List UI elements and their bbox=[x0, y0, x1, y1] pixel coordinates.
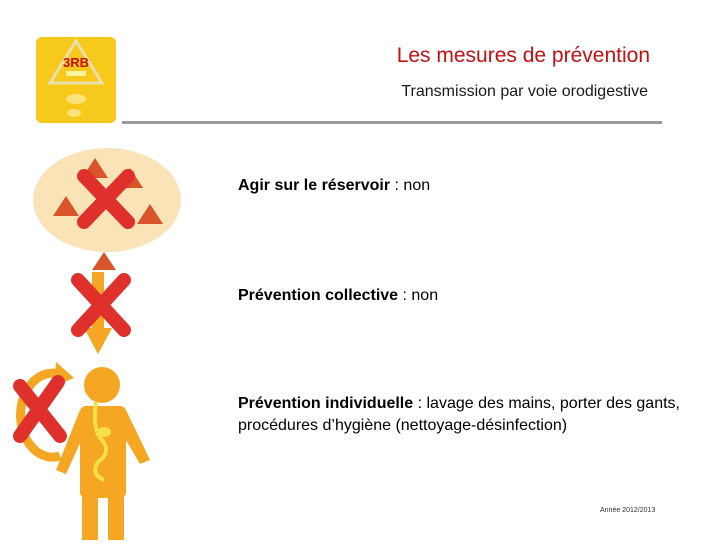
measure-individual bbox=[238, 393, 698, 437]
measure-separator: : bbox=[390, 177, 404, 194]
measure-label: Prévention collective bbox=[238, 287, 399, 304]
measure-value: lavage des mains, porter des gants, procédures d’hygiène (nettoyage-désinfection) bbox=[238, 395, 680, 434]
measure-separator: : bbox=[398, 287, 412, 304]
logo bbox=[36, 37, 116, 123]
page-title: Les mesures de prévention bbox=[396, 44, 650, 67]
measure-value: non bbox=[403, 177, 431, 194]
person-figure-icon bbox=[56, 367, 150, 540]
measure-label: Agir sur le réservoir bbox=[238, 177, 391, 194]
footer-note: Année 2012/2013 bbox=[600, 507, 656, 514]
measure-reservoir bbox=[238, 175, 430, 197]
individual-cross-icon bbox=[20, 382, 60, 436]
measure-separator: : bbox=[413, 395, 427, 412]
measure-label: Prévention individuelle bbox=[238, 395, 414, 412]
page-subtitle: Transmission par voie orodigestive bbox=[401, 83, 648, 100]
logo-text: 3RB bbox=[62, 55, 90, 70]
title-divider bbox=[122, 121, 662, 124]
measure-collective bbox=[238, 285, 438, 307]
illustration bbox=[0, 140, 200, 540]
measure-value: non bbox=[411, 287, 439, 304]
logo-icon bbox=[36, 37, 116, 123]
